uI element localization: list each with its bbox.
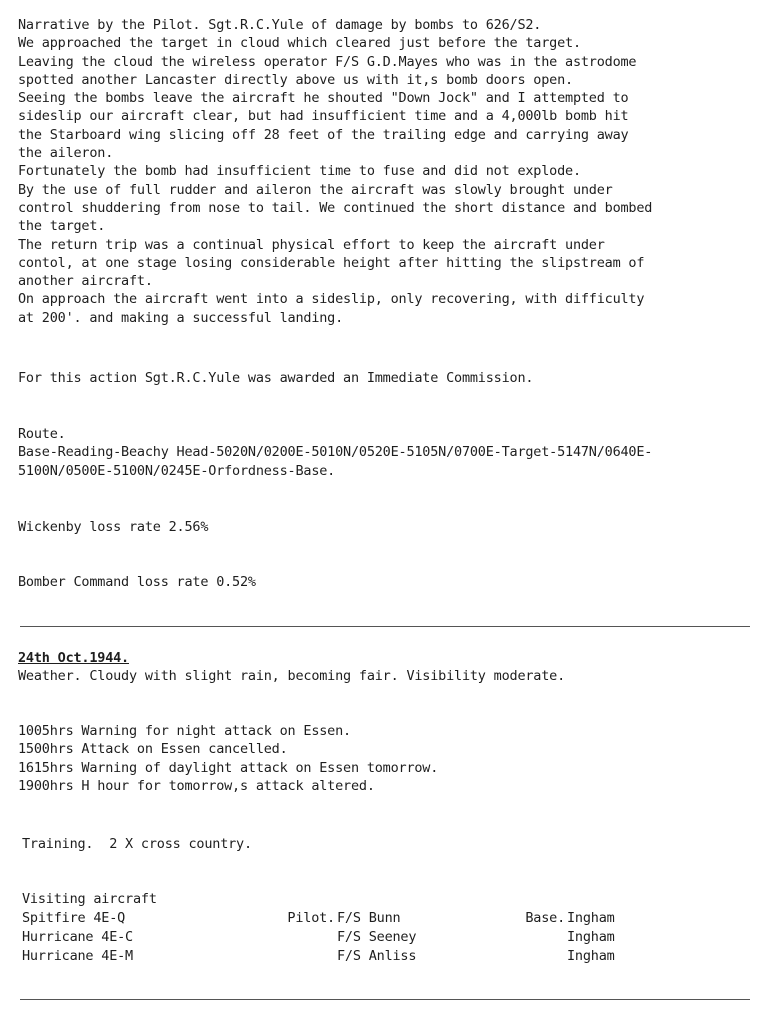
narrative-line: By the use of full rudder and aileron the aircraft was slowly brought under: [18, 181, 613, 198]
section-divider: [20, 626, 750, 627]
base-label: Base.: [525, 910, 565, 926]
log-entry: 1500hrs Attack on Essen cancelled.: [18, 741, 288, 758]
log-entry: 1615hrs Warning of daylight attack on Essen tomorrow.: [18, 759, 439, 776]
event-log: [18, 722, 438, 795]
narrative-line: The return trip was a continual physical effort to keep the aircraft under: [18, 236, 605, 253]
table-row: [0, 928, 773, 947]
bomber-command-loss-rate: Bomber Command loss rate 0.52%: [18, 574, 256, 590]
visiting-aircraft-table: [0, 890, 773, 966]
narrative-line: at 200'. and making a successful landing.: [18, 309, 344, 326]
aircraft-type: Hurricane 4E-C: [22, 929, 133, 945]
base-name: Ingham: [567, 929, 615, 945]
route-section: [18, 425, 652, 480]
pilot-narrative: [18, 16, 652, 327]
narrative-line: control shuddering from nose to tail. We continued the short distance and bombed: [18, 199, 653, 216]
narrative-line: Seeing the bombs leave the aircraft he shouted "Down Jock" and I attempted to: [18, 90, 629, 107]
route-line: Base-Reading-Beachy Head-5020N/0200E-5010N/0520E-5105N/0700E-Target-5147N/0640E-: [18, 444, 653, 461]
route-heading: Route.: [18, 426, 66, 442]
log-entry: 1900hrs H hour for tomorrow,s attack altered.: [18, 777, 375, 794]
narrative-line: Leaving the cloud the wireless operator F/S G.D.Mayes who was in the astrodome: [18, 53, 637, 70]
award-statement: For this action Sgt.R.C.Yule was awarded an Immediate Commission.: [18, 370, 534, 386]
entry-date-heading: 24th Oct.1944.: [18, 650, 129, 666]
pilot-name: F/S Anliss: [337, 948, 417, 964]
table-row: [0, 947, 773, 966]
narrative-line: sideslip our aircraft clear, but had insufficient time and a 4,000lb bomb hit: [18, 108, 629, 125]
route-line: 5100N/0500E-5100N/0245E-Orfordness-Base.: [18, 462, 336, 479]
pilot-name: F/S Bunn: [337, 910, 401, 926]
pilot-name: F/S Seeney: [337, 929, 417, 945]
narrative-line: the aileron.: [18, 145, 114, 162]
narrative-line: the target.: [18, 218, 106, 235]
weather-report: Weather. Cloudy with slight rain, becoming fair. Visibility moderate.: [18, 668, 566, 684]
visiting-aircraft-heading: Visiting aircraft: [22, 891, 157, 907]
narrative-line: another aircraft.: [18, 273, 153, 290]
narrative-line: We approached the target in cloud which cleared just before the target.: [18, 35, 581, 52]
visiting-aircraft-heading-row: [0, 890, 773, 909]
training-note: Training. 2 X cross country.: [22, 836, 252, 852]
aircraft-type: Hurricane 4E-M: [22, 948, 133, 964]
narrative-line: On approach the aircraft went into a sideslip, only recovering, with difficulty: [18, 291, 645, 308]
narrative-line: Fortunately the bomb had insufficient time to fuse and did not explode.: [18, 163, 581, 180]
pilot-label: Pilot.: [287, 910, 335, 926]
base-name: Ingham: [567, 910, 615, 926]
narrative-line: Narrative by the Pilot. Sgt.R.C.Yule of damage by bombs to 626/S2.: [18, 17, 542, 33]
wickenby-loss-rate: Wickenby loss rate 2.56%: [18, 519, 209, 535]
section-divider: [20, 999, 750, 1000]
narrative-line: spotted another Lancaster directly above us with it,s bomb doors open.: [18, 71, 573, 88]
narrative-line: contol, at one stage losing considerable height after hitting the slipstream of: [18, 254, 645, 271]
log-entry: 1005hrs Warning for night attack on Essen.: [18, 723, 351, 739]
narrative-line: the Starboard wing slicing off 28 feet of the trailing edge and carrying away: [18, 126, 629, 143]
base-name: Ingham: [567, 948, 615, 964]
table-row: [0, 909, 773, 928]
aircraft-type: Spitfire 4E-Q: [22, 910, 126, 926]
